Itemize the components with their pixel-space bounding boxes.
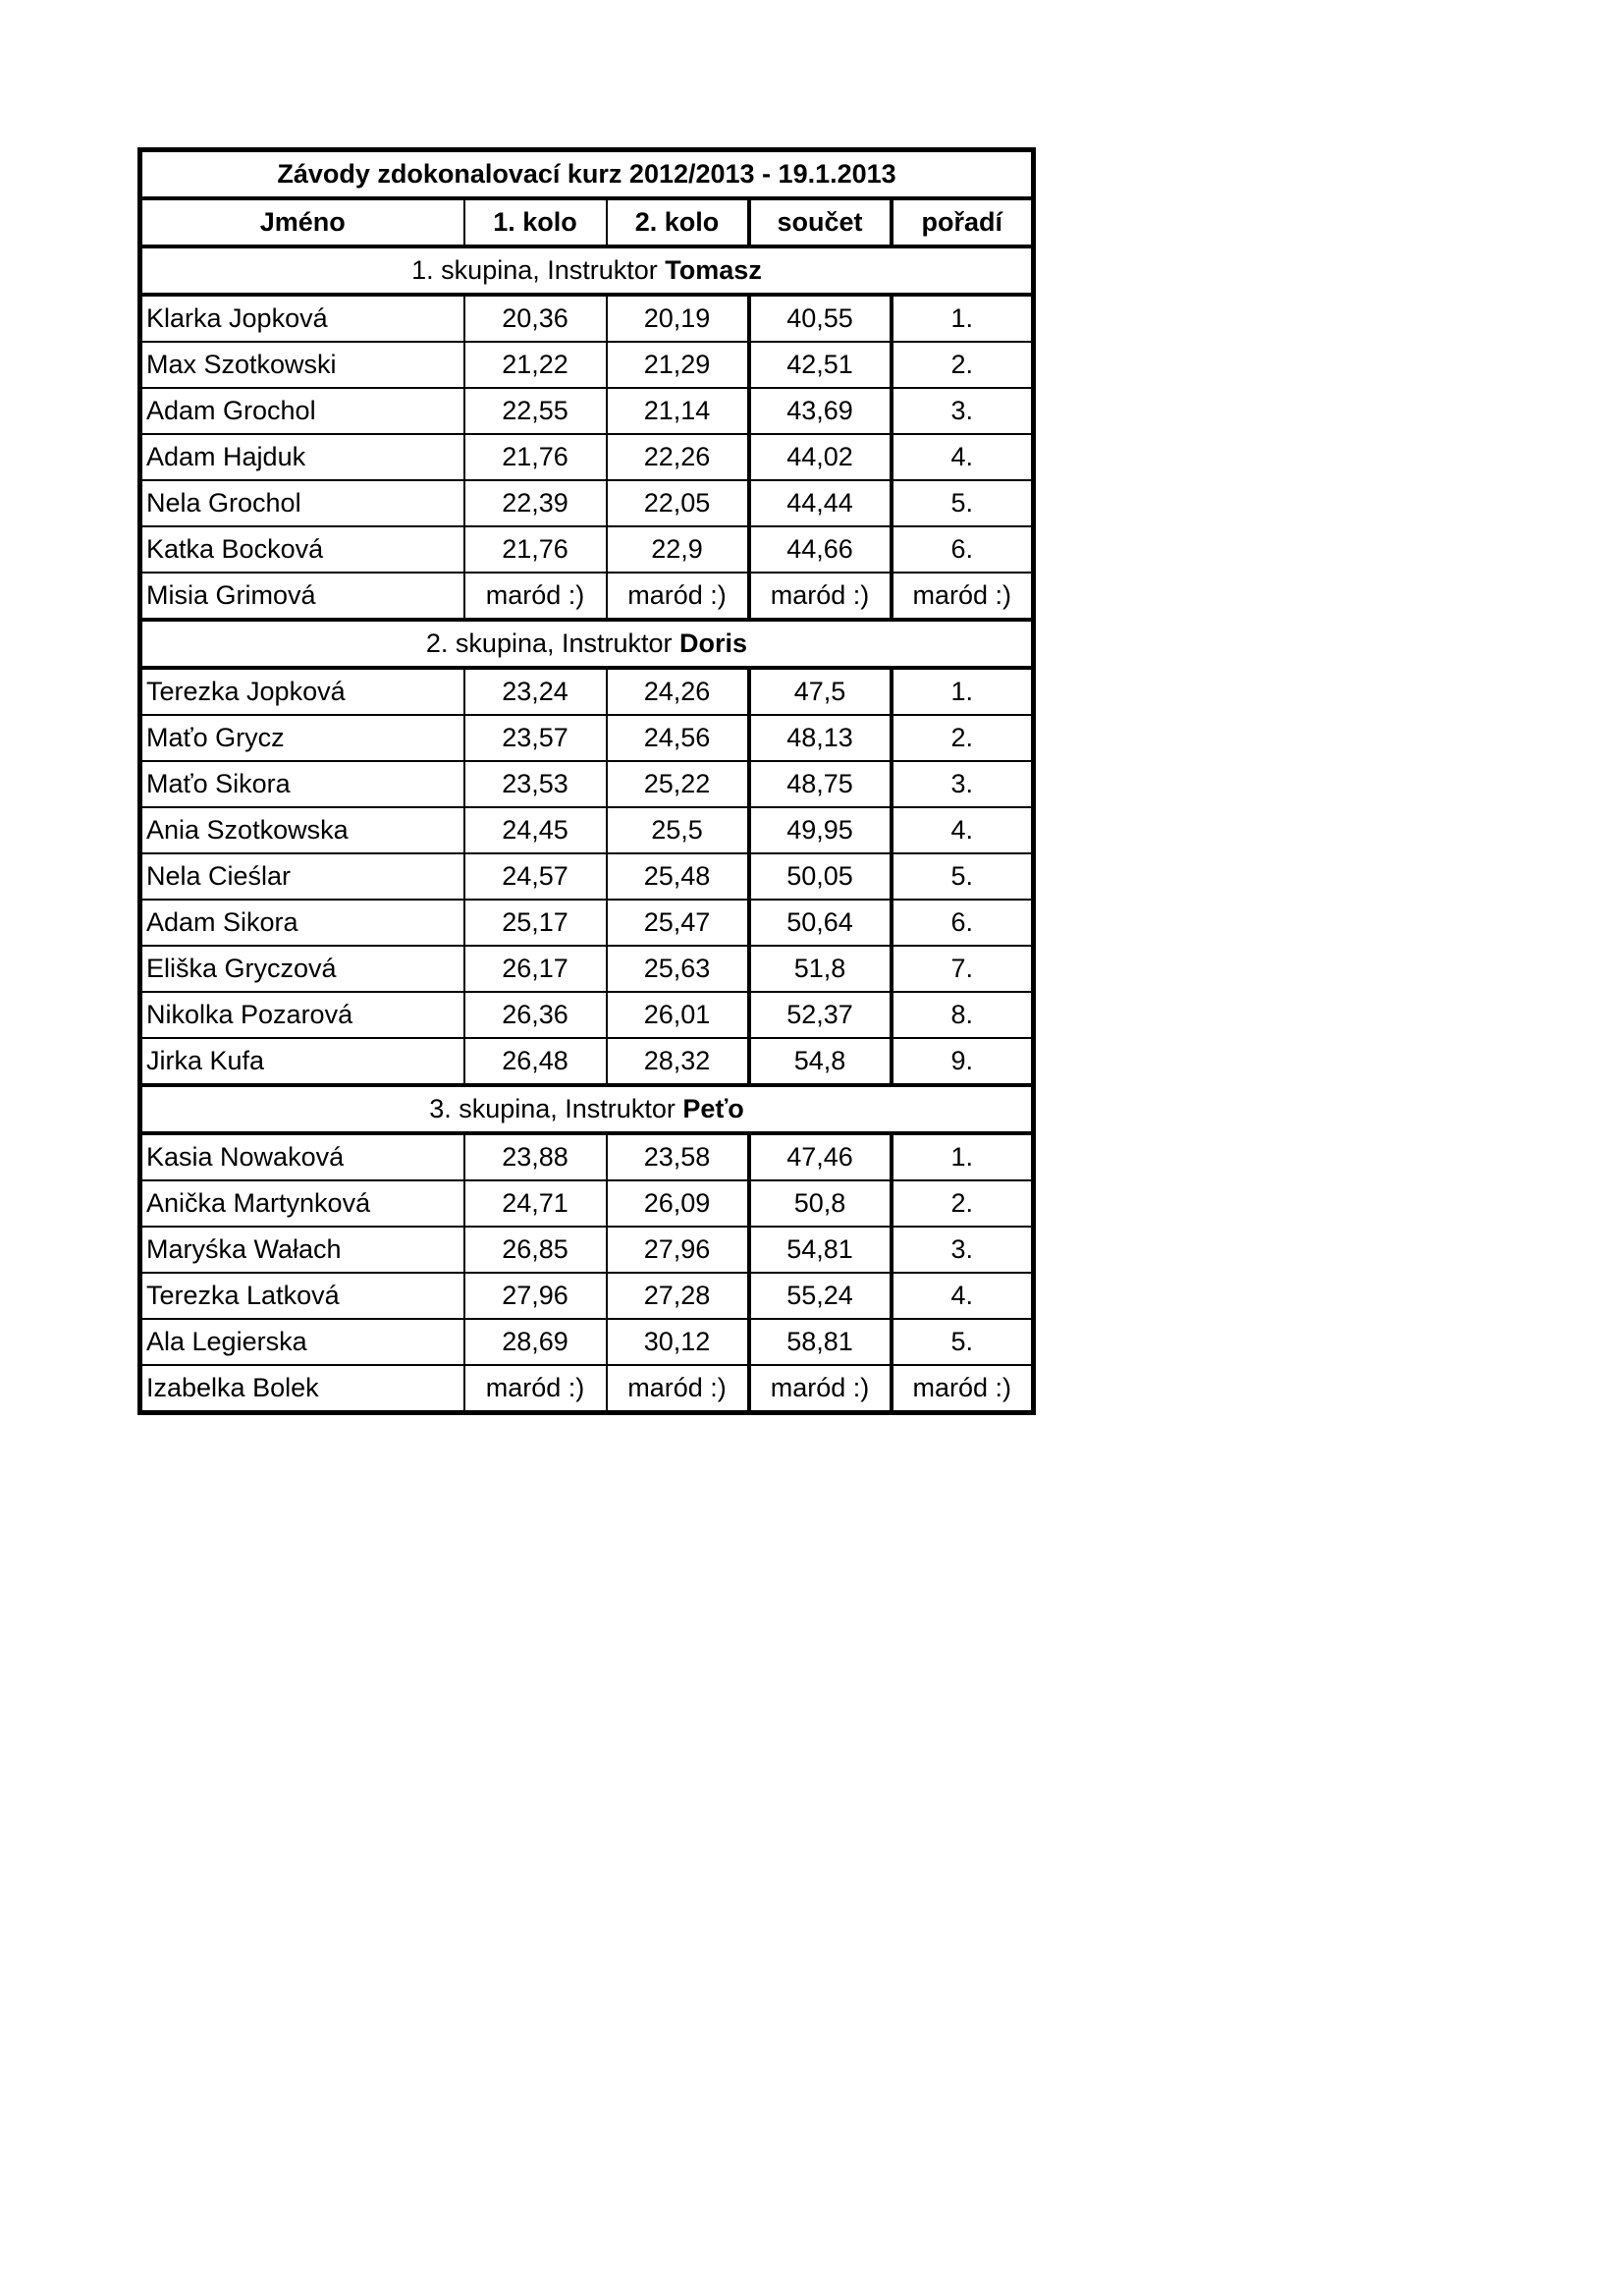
group-instructor: Doris (679, 629, 748, 658)
cell-rank: 3. (892, 1227, 1034, 1273)
cell-round1: 20,36 (464, 295, 607, 342)
cell-sum: 42,51 (749, 342, 892, 388)
table-row (140, 434, 1034, 480)
cell-name: Maryśka Wałach (140, 1227, 464, 1273)
group-header (140, 1085, 1034, 1133)
cell-sum: 40,55 (749, 295, 892, 342)
cell-name: Maťo Sikora (140, 761, 464, 807)
cell-round1: 24,57 (464, 853, 607, 900)
cell-sum: 43,69 (749, 388, 892, 434)
cell-rank: 3. (892, 388, 1034, 434)
cell-sum: 48,13 (749, 715, 892, 761)
group-header-row (140, 620, 1034, 668)
cell-round2: 22,9 (607, 526, 749, 573)
cell-name: Terezka Jopková (140, 668, 464, 715)
cell-rank: 4. (892, 1273, 1034, 1319)
cell-sum: 47,46 (749, 1133, 892, 1180)
cell-sum: 47,5 (749, 668, 892, 715)
cell-rank: maród :) (892, 573, 1034, 620)
cell-round2: 22,05 (607, 480, 749, 526)
cell-round2: 21,14 (607, 388, 749, 434)
cell-sum: maród :) (749, 1365, 892, 1413)
cell-name: Ala Legierska (140, 1319, 464, 1365)
cell-round2: 24,26 (607, 668, 749, 715)
cell-rank: 8. (892, 992, 1034, 1038)
cell-round2: 25,5 (607, 807, 749, 853)
cell-name: Max Szotkowski (140, 342, 464, 388)
cell-rank: 2. (892, 1180, 1034, 1227)
table-row (140, 342, 1034, 388)
cell-round1: 23,57 (464, 715, 607, 761)
cell-sum: 44,02 (749, 434, 892, 480)
cell-name: Eliška Gryczová (140, 946, 464, 992)
cell-sum: 44,66 (749, 526, 892, 573)
cell-rank: 6. (892, 526, 1034, 573)
cell-round1: 21,76 (464, 526, 607, 573)
header-round2: 2. kolo (607, 198, 749, 246)
cell-name: Adam Sikora (140, 900, 464, 946)
table-row (140, 1365, 1034, 1413)
cell-round1: 25,17 (464, 900, 607, 946)
cell-sum: 52,37 (749, 992, 892, 1038)
cell-rank: 1. (892, 295, 1034, 342)
table-row (140, 1038, 1034, 1085)
table-title: Závody zdokonalovací kurz 2012/2013 - 19.1.2013 (140, 150, 1034, 199)
cell-name: Katka Bocková (140, 526, 464, 573)
cell-round2: 21,29 (607, 342, 749, 388)
cell-sum: 50,05 (749, 853, 892, 900)
cell-rank: 5. (892, 1319, 1034, 1365)
cell-sum: maród :) (749, 573, 892, 620)
cell-round1: 24,45 (464, 807, 607, 853)
cell-round1: 21,22 (464, 342, 607, 388)
cell-rank: 5. (892, 480, 1034, 526)
cell-rank: 5. (892, 853, 1034, 900)
cell-round2: 30,12 (607, 1319, 749, 1365)
table-row (140, 946, 1034, 992)
cell-round2: 23,58 (607, 1133, 749, 1180)
cell-round1: 23,53 (464, 761, 607, 807)
cell-rank: 9. (892, 1038, 1034, 1085)
table-row (140, 1273, 1034, 1319)
cell-round2: 20,19 (607, 295, 749, 342)
cell-rank: 3. (892, 761, 1034, 807)
table-row (140, 480, 1034, 526)
cell-name: Nela Cieślar (140, 853, 464, 900)
cell-round2: 26,09 (607, 1180, 749, 1227)
cell-rank: 7. (892, 946, 1034, 992)
cell-rank: 2. (892, 715, 1034, 761)
cell-sum: 50,8 (749, 1180, 892, 1227)
cell-round2: 25,47 (607, 900, 749, 946)
group-header (140, 246, 1034, 295)
table-row (140, 807, 1034, 853)
cell-name: Nela Grochol (140, 480, 464, 526)
table-row (140, 668, 1034, 715)
cell-sum: 48,75 (749, 761, 892, 807)
table-row (140, 853, 1034, 900)
table-row (140, 761, 1034, 807)
cell-round1: 24,71 (464, 1180, 607, 1227)
title-row (140, 150, 1034, 199)
cell-name: Adam Hajduk (140, 434, 464, 480)
cell-round2: 27,28 (607, 1273, 749, 1319)
group-instructor: Tomasz (665, 255, 762, 285)
group-header-row (140, 246, 1034, 295)
cell-round1: 28,69 (464, 1319, 607, 1365)
cell-name: Izabelka Bolek (140, 1365, 464, 1413)
results-table (137, 147, 1036, 1415)
group-label: 2. skupina, Instruktor (425, 629, 673, 658)
cell-name: Jirka Kufa (140, 1038, 464, 1085)
cell-round1: 26,36 (464, 992, 607, 1038)
header-round1: 1. kolo (464, 198, 607, 246)
table-row (140, 295, 1034, 342)
group-instructor: Peťo (682, 1094, 744, 1123)
header-row (140, 198, 1034, 246)
table-row (140, 1227, 1034, 1273)
cell-round2: 25,22 (607, 761, 749, 807)
cell-name: Anička Martynková (140, 1180, 464, 1227)
cell-name: Adam Grochol (140, 388, 464, 434)
group-label: 1. skupina, Instruktor (411, 255, 658, 285)
cell-sum: 58,81 (749, 1319, 892, 1365)
cell-name: Klarka Jopková (140, 295, 464, 342)
cell-name: Kasia Nowaková (140, 1133, 464, 1180)
table-row (140, 900, 1034, 946)
cell-round1: maród :) (464, 1365, 607, 1413)
cell-round2: 28,32 (607, 1038, 749, 1085)
cell-round1: 21,76 (464, 434, 607, 480)
cell-sum: 44,44 (749, 480, 892, 526)
group-header (140, 620, 1034, 668)
cell-name: Maťo Grycz (140, 715, 464, 761)
group-label: 3. skupina, Instruktor (429, 1094, 676, 1123)
cell-round1: 26,48 (464, 1038, 607, 1085)
cell-round1: 22,39 (464, 480, 607, 526)
header-name: Jméno (140, 198, 464, 246)
cell-round2: 24,56 (607, 715, 749, 761)
cell-round2: maród :) (607, 573, 749, 620)
cell-rank: maród :) (892, 1365, 1034, 1413)
cell-name: Ania Szotkowska (140, 807, 464, 853)
table-row (140, 573, 1034, 620)
cell-name: Nikolka Pozarová (140, 992, 464, 1038)
cell-round2: 26,01 (607, 992, 749, 1038)
cell-sum: 50,64 (749, 900, 892, 946)
cell-round2: 22,26 (607, 434, 749, 480)
table-row (140, 992, 1034, 1038)
cell-sum: 51,8 (749, 946, 892, 992)
cell-round1: 27,96 (464, 1273, 607, 1319)
header-rank: pořadí (892, 198, 1034, 246)
cell-rank: 1. (892, 668, 1034, 715)
cell-round1: 23,24 (464, 668, 607, 715)
cell-round1: maród :) (464, 573, 607, 620)
table-row (140, 715, 1034, 761)
cell-sum: 55,24 (749, 1273, 892, 1319)
table-body (140, 150, 1034, 1413)
cell-rank: 6. (892, 900, 1034, 946)
cell-name: Misia Grimová (140, 573, 464, 620)
cell-round2: 27,96 (607, 1227, 749, 1273)
cell-sum: 54,8 (749, 1038, 892, 1085)
cell-round1: 26,17 (464, 946, 607, 992)
table-row (140, 1133, 1034, 1180)
cell-rank: 2. (892, 342, 1034, 388)
cell-rank: 4. (892, 434, 1034, 480)
table-row (140, 1180, 1034, 1227)
cell-sum: 49,95 (749, 807, 892, 853)
cell-round2: 25,63 (607, 946, 749, 992)
table-row (140, 526, 1034, 573)
header-sum: součet (749, 198, 892, 246)
cell-sum: 54,81 (749, 1227, 892, 1273)
table-row (140, 388, 1034, 434)
cell-round1: 23,88 (464, 1133, 607, 1180)
table-row (140, 1319, 1034, 1365)
cell-round2: maród :) (607, 1365, 749, 1413)
cell-round1: 22,55 (464, 388, 607, 434)
group-header-row (140, 1085, 1034, 1133)
cell-round1: 26,85 (464, 1227, 607, 1273)
cell-round2: 25,48 (607, 853, 749, 900)
cell-rank: 4. (892, 807, 1034, 853)
cell-name: Terezka Latková (140, 1273, 464, 1319)
cell-rank: 1. (892, 1133, 1034, 1180)
